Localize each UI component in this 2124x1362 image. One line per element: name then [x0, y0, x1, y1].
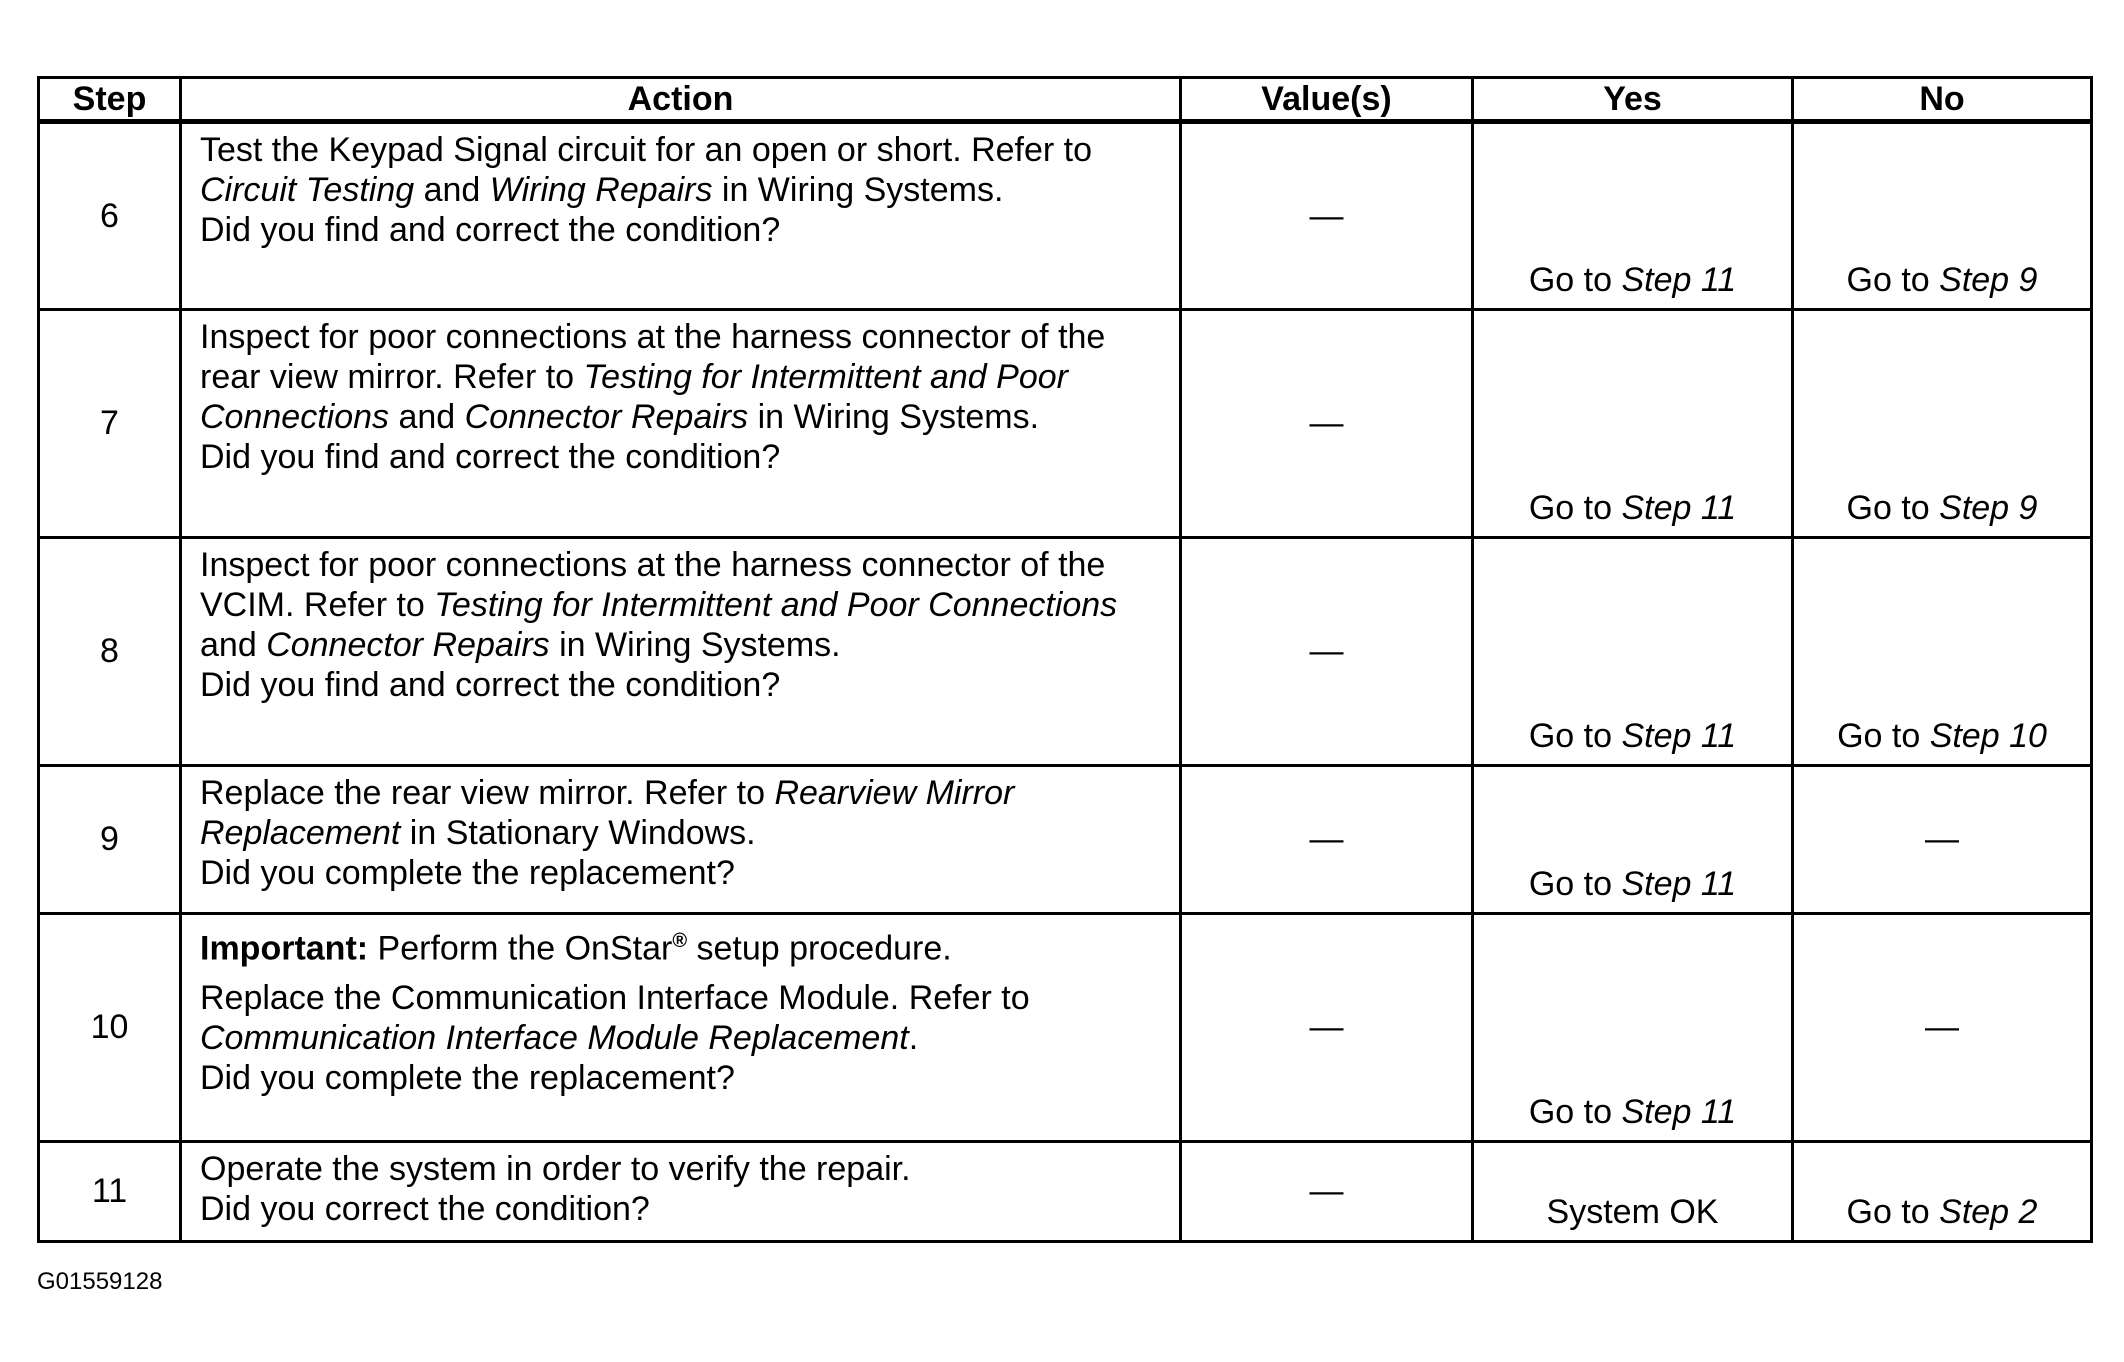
no-cell: Go to Step 10 [1793, 538, 2092, 766]
no-cell: Go to Step 9 [1793, 310, 2092, 538]
reference-link: Testing for Intermittent and Poor Connections [200, 358, 1068, 436]
no-cell: Go to Step 2 [1793, 1142, 2092, 1242]
action-text: Operate the system in order to verify the repair. [200, 1150, 911, 1188]
yes-cell: System OK [1473, 1142, 1793, 1242]
header-values: Value(s) [1181, 78, 1473, 122]
diagnostic-table [37, 76, 2093, 1243]
reference-link: Testing for Intermittent and Poor Connections [434, 586, 1118, 624]
action-text: Test the Keypad Signal circuit for an open or short. Refer to Circuit Testing and Wiring Repairs in Wiring Systems. [200, 131, 1093, 209]
yes-cell: Go to Step 11 [1473, 310, 1793, 538]
action-cell [181, 310, 1181, 538]
action-text: Inspect for poor connections at the harness connector of the rear view mirror. Refer to Testing for Intermittent and Poor Connections and Connector Repairs in Wiring Systems. [200, 318, 1106, 436]
step-number: 11 [39, 1142, 181, 1242]
action-question: Did you complete the replacement? [200, 1059, 735, 1098]
action-cell [181, 122, 1181, 310]
no-cell: — [1793, 914, 2092, 1142]
step-number: 9 [39, 766, 181, 914]
table-row-step-9 [39, 766, 2092, 914]
step-number: 8 [39, 538, 181, 766]
no-cell: — [1793, 766, 2092, 914]
reference-link: Rearview Mirror Replacement [200, 774, 1015, 852]
figure-id: G01559128 [37, 1268, 163, 1295]
action-text: Inspect for poor connections at the harness connector of the VCIM. Refer to Testing for Intermittent and Poor Connections and Connector Repairs in Wiring Systems. [200, 546, 1118, 664]
action-text: Replace the Communication Interface Module. Refer to Communication Interface Module Replacement. [200, 979, 1030, 1058]
action-cell [181, 1142, 1181, 1242]
important-note: Important: Perform the OnStar® setup procedure. [200, 929, 952, 968]
action-question: Did you find and correct the condition? [200, 438, 781, 476]
action-question: Did you complete the replacement? [200, 854, 735, 892]
action-cell [181, 914, 1181, 1142]
value-cell: — [1181, 766, 1473, 914]
step-reference: Step 11 [1621, 865, 1737, 903]
header-row [39, 78, 2092, 122]
step-reference: Step 11 [1621, 489, 1737, 527]
registered-mark: ® [672, 930, 688, 952]
value-cell: — [1181, 122, 1473, 310]
value-cell: — [1181, 1142, 1473, 1242]
table-row-step-6 [39, 122, 2092, 310]
header-yes: Yes [1473, 78, 1793, 122]
yes-cell: Go to Step 11 [1473, 766, 1793, 914]
action-question: Did you correct the condition? [200, 1190, 650, 1228]
step-reference: Step 2 [1939, 1193, 2038, 1231]
step-reference: Step 11 [1621, 717, 1737, 755]
step-reference: Step 11 [1621, 261, 1737, 299]
table-row-step-11 [39, 1142, 2092, 1242]
value-cell: — [1181, 914, 1473, 1142]
step-number: 7 [39, 310, 181, 538]
reference-link: Communication Interface Module Replacement [200, 1019, 909, 1058]
yes-cell: Go to Step 11 [1473, 122, 1793, 310]
step-reference: Step 9 [1939, 261, 2038, 299]
value-cell: — [1181, 538, 1473, 766]
step-number: 10 [39, 914, 181, 1142]
important-label: Important: [200, 929, 369, 968]
table-row-step-8 [39, 538, 2092, 766]
header-step: Step [39, 78, 181, 122]
step-reference: Step 9 [1939, 489, 2038, 527]
reference-link: Connector Repairs [266, 626, 550, 664]
action-question: Did you find and correct the condition? [200, 666, 781, 704]
step-reference: Step 11 [1621, 1093, 1737, 1131]
no-cell: Go to Step 9 [1793, 122, 2092, 310]
reference-link: Circuit Testing [200, 171, 415, 209]
reference-link: Wiring Repairs [489, 171, 713, 209]
header-action: Action [181, 78, 1181, 122]
header-no: No [1793, 78, 2092, 122]
reference-link: Connector Repairs [464, 398, 749, 436]
action-text: Replace the rear view mirror. Refer to Rearview Mirror Replacement in Stationary Windows. [200, 774, 1015, 852]
yes-cell: Go to Step 11 [1473, 914, 1793, 1142]
table-row-step-10 [39, 914, 2092, 1142]
action-cell [181, 766, 1181, 914]
step-number: 6 [39, 122, 181, 310]
action-cell [181, 538, 1181, 766]
value-cell: — [1181, 310, 1473, 538]
table-row-step-7 [39, 310, 2092, 538]
yes-cell: Go to Step 11 [1473, 538, 1793, 766]
action-question: Did you find and correct the condition? [200, 211, 781, 249]
step-reference: Step 10 [1929, 717, 2047, 755]
